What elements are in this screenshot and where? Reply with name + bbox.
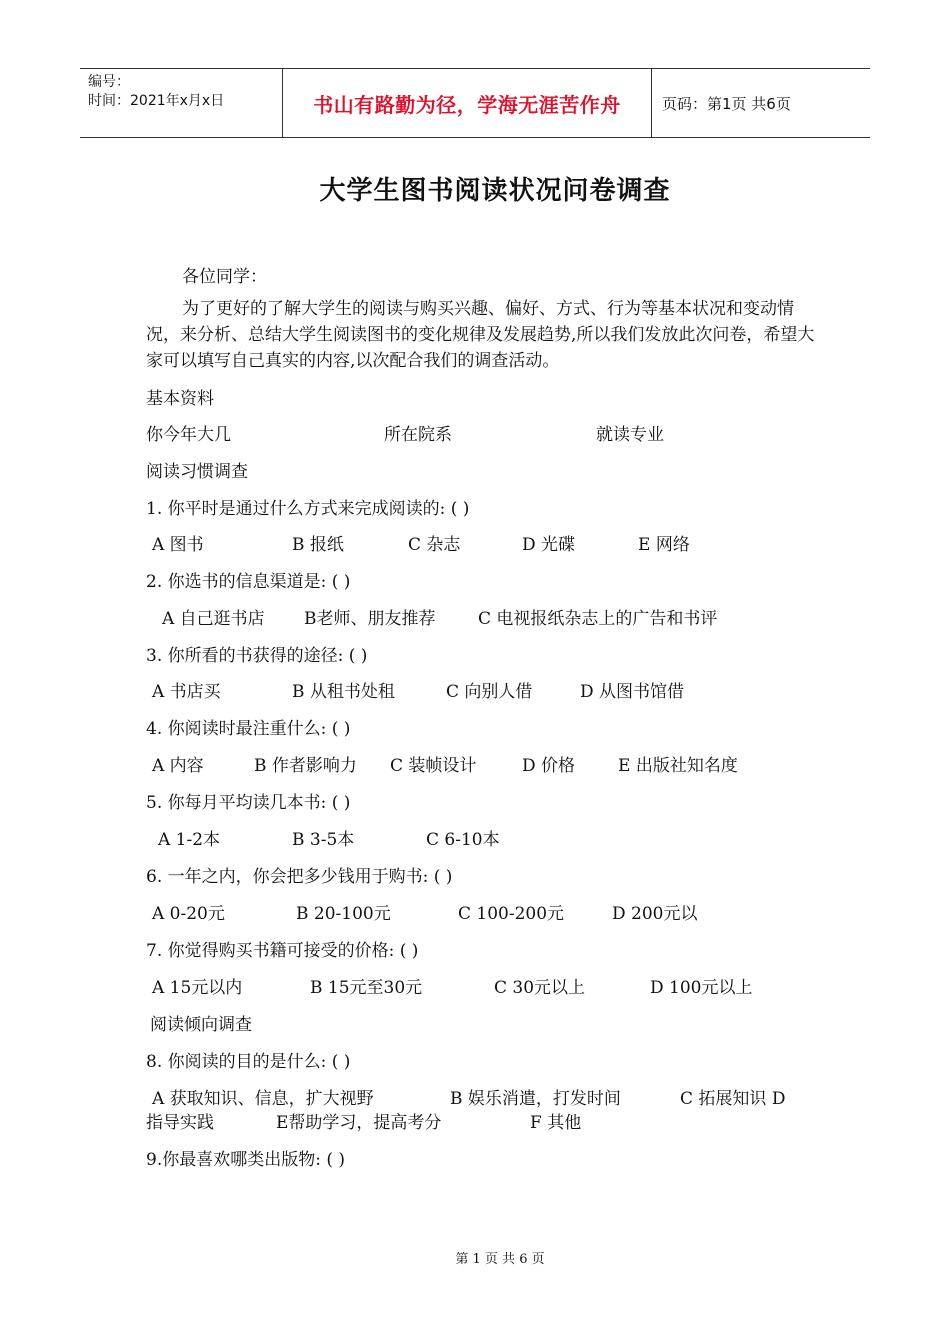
q1-option-c: C 杂志 xyxy=(408,535,461,555)
q1-option-b: B 报纸 xyxy=(292,535,344,555)
header-meta xyxy=(80,69,282,137)
q7-option-b: B 15元至30元 xyxy=(310,978,423,998)
question-1: 1. 你平时是通过什么方式来完成阅读的: ( ) xyxy=(146,499,470,519)
q5-option-a: A 1-2本 xyxy=(158,830,221,850)
q7-option-d: D 100元以上 xyxy=(650,978,753,998)
grade-field-label: 你今年大几 xyxy=(146,425,231,445)
q6-option-d: D 200元以 xyxy=(612,904,698,924)
q3-option-a: A 书店买 xyxy=(152,682,221,702)
q6-option-c: C 100-200元 xyxy=(458,904,565,924)
question-8: 8. 你阅读的目的是什么: ( ) xyxy=(146,1052,351,1072)
q3-option-c: C 向别人借 xyxy=(446,682,533,702)
q8-option-c: C 拓展知识 D xyxy=(680,1089,786,1109)
q8-option-b: B 娱乐消遣，打发时间 xyxy=(450,1089,621,1109)
greeting: 各位同学： xyxy=(182,267,267,287)
question-9: 9.你最喜欢哪类出版物: ( ) xyxy=(146,1150,346,1170)
q8-option-d-text: 指导实践 xyxy=(146,1113,214,1133)
q1-option-a: A 图书 xyxy=(152,535,204,555)
department-field-label: 所在院系 xyxy=(384,425,452,445)
q3-option-b: B 从租书处租 xyxy=(292,682,395,702)
header-page-label: 页码：第1页 共6页 xyxy=(662,94,791,113)
q7-option-c: C 30元以上 xyxy=(494,978,586,998)
question-7: 7. 你觉得购买书籍可接受的价格: ( ) xyxy=(146,941,419,961)
q4-option-c: C 装帧设计 xyxy=(390,756,477,776)
question-4: 4. 你阅读时最注重什么: ( ) xyxy=(146,719,351,739)
tendency-heading: 阅读倾向调查 xyxy=(150,1015,252,1035)
page-title: 大学生图书阅读状况问卷调查 xyxy=(319,176,671,206)
q2-option-b: B老师、朋友推荐 xyxy=(304,609,436,629)
q1-option-e: E 网络 xyxy=(638,535,690,555)
number-label: 编号： xyxy=(88,74,130,90)
intro-paragraph: 为了更好的了解大学生的阅读与购买兴趣、偏好、方式、行为等基本状况和变动情况，来分析、总结大学生阅读图书的变化规律及发展趋势,所以我们发放此次问卷，希望大家可以填写自己真实的内容,以次配合我们的调查活动。 xyxy=(146,299,815,371)
basic-heading: 基本资料 xyxy=(146,389,214,409)
q5-option-b: B 3-5本 xyxy=(292,830,355,850)
q8-option-f: F 其他 xyxy=(530,1113,582,1133)
q6-option-a: A 0-20元 xyxy=(152,904,225,924)
question-5: 5. 你每月平均读几本书: ( ) xyxy=(146,793,351,813)
time-label: 时间：2021年x月x日 xyxy=(88,93,225,109)
q4-option-e: E 出版社知名度 xyxy=(618,756,738,776)
document-header xyxy=(80,68,870,138)
q4-option-d: D 价格 xyxy=(522,756,576,776)
q2-option-c: C 电视报纸杂志上的广告和书评 xyxy=(478,609,718,629)
q4-option-a: A 内容 xyxy=(152,756,204,776)
question-2: 2. 你选书的信息渠道是: ( ) xyxy=(146,572,351,592)
q2-option-a: A 自己逛书店 xyxy=(162,609,265,629)
major-field-label: 就读专业 xyxy=(596,425,664,445)
question-6: 6. 一年之内，你会把多少钱用于购书: ( ) xyxy=(146,867,453,887)
q6-option-b: B 20-100元 xyxy=(296,904,391,924)
q1-option-d: D 光碟 xyxy=(522,535,576,555)
q5-option-c: C 6-10本 xyxy=(426,830,500,850)
habit-heading: 阅读习惯调查 xyxy=(146,462,248,482)
q3-option-d: D 从图书馆借 xyxy=(580,682,685,702)
header-motto: 书山有路勤为径，学海无涯苦作舟 xyxy=(282,69,652,137)
page-footer: 第 1 页 共 6 页 xyxy=(455,1252,545,1267)
q8-option-e: E帮助学习，提高考分 xyxy=(276,1113,442,1133)
question-3: 3. 你所看的书获得的途径: ( ) xyxy=(146,646,368,666)
q7-option-a: A 15元以内 xyxy=(152,978,243,998)
q8-option-a: A 获取知识、信息，扩大视野 xyxy=(152,1089,374,1109)
q4-option-b: B 作者影响力 xyxy=(254,756,357,776)
